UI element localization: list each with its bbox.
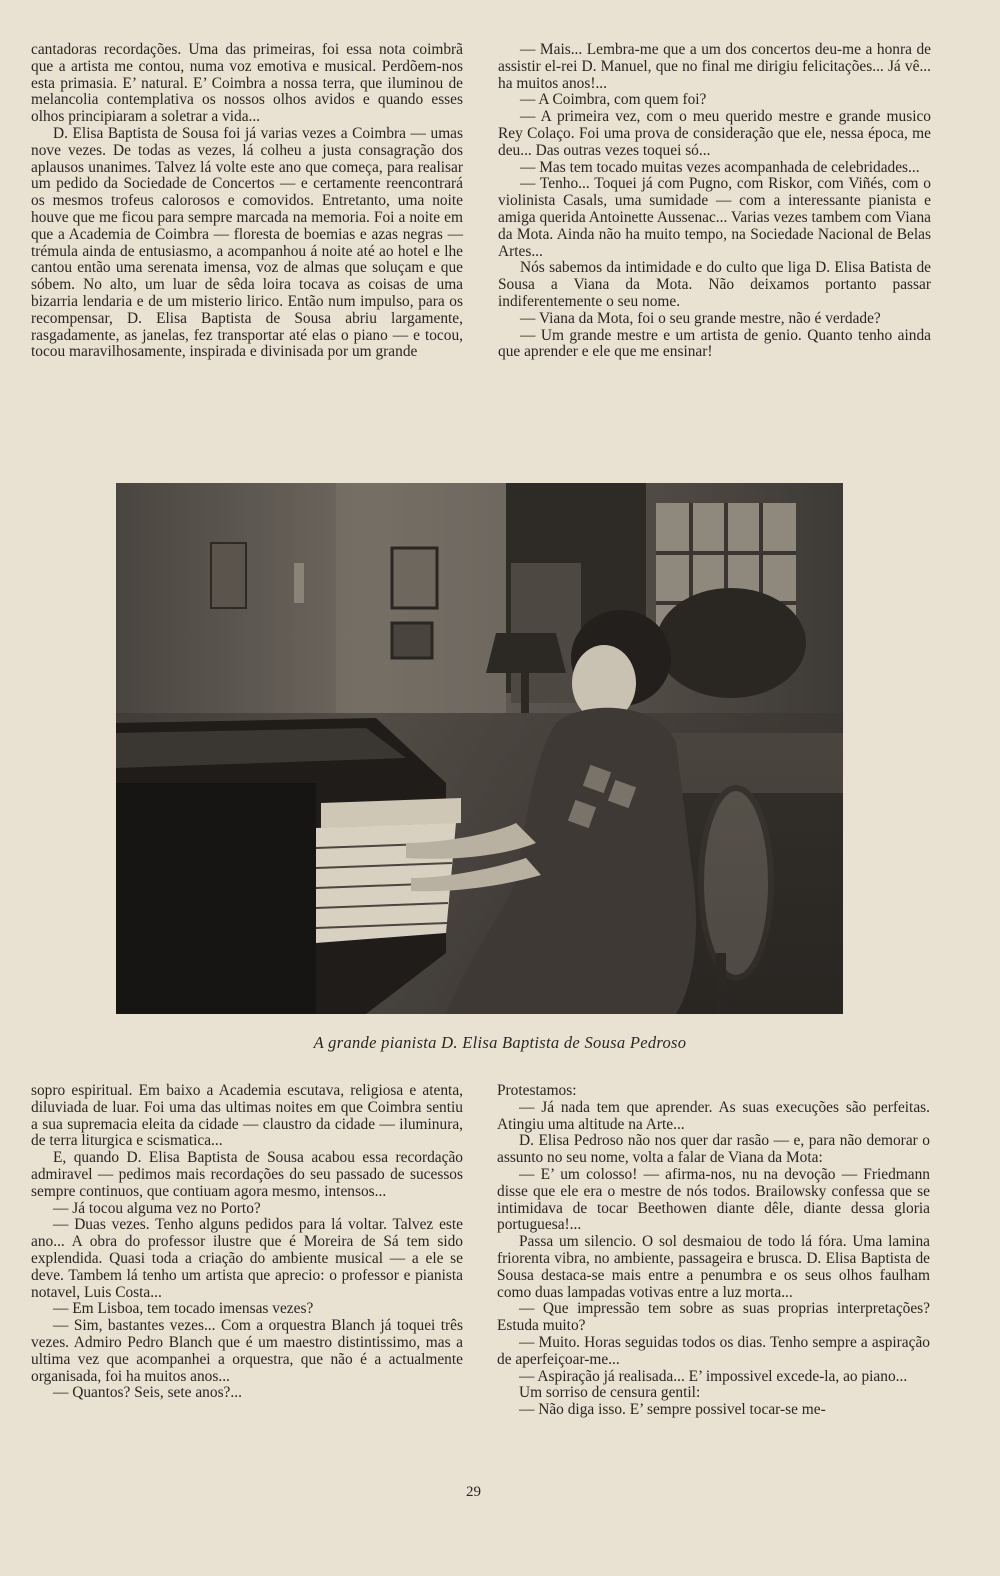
paragraph: — Muito. Horas seguidas todos os dias. Tenho sempre a aspiração de aperfeiçoar-me...	[497, 1333, 930, 1368]
paragraph: — Mais... Lembra-me que a um dos concertos deu-me a honra de assistir el-rei D. Manuel, que no final me dirigiu felicitações... Já vê... ha muitos anos!...	[498, 41, 931, 92]
paragraph: — Em Lisboa, tem tocado imensas vezes?	[53, 1300, 314, 1318]
article-column-top-right	[498, 42, 931, 361]
paragraph: — Já nada tem que aprender. As suas execuções são perfeitas. Atingiu uma altitude na Arte...	[497, 1098, 930, 1133]
paragraph: Passa um silencio. O sol desmaiou de todo lá fóra. Uma lamina friorenta vibra, no ambiente, passageira e brusca. D. Elisa Baptista de Sousa destaca-se mais entre a penumbra e os seus olhos faulham como duas lampadas votivas entre a luz morta...	[497, 1233, 930, 1301]
paragraph: — Aspiração já realisada... E’ impossivel excede-la, ao piano...	[519, 1367, 908, 1385]
paragraph: — Um grande mestre e um artista de genio. Quanto tenho ainda que aprender e ele que me ensinar!	[498, 326, 931, 361]
paragraph: cantadoras recordações. Uma das primeiras, foi essa nota coimbrã que a artista me contou, numa voz emotiva e musical. Perdõem-nos esta primasia. E’ natural. E’ Coimbra a nossa terra, que iluminou de melancolia contemplativa os nossos olhos avidos e quando esses olhos principiaram a soletrar a vida...	[31, 41, 463, 126]
article-column-bottom-right	[497, 1083, 930, 1419]
paragraph: — E’ um colosso! — afirma-nos, nu na devoção — Friedmann disse que ele era o mestre de nós todos. Brailowsky confessa que se intimidava de tocar Beethowen diante dêle, diante dessa gloria portuguesa!...	[497, 1165, 930, 1234]
paragraph: — Mas tem tocado muitas vezes acompanhada de celebridades...	[520, 158, 920, 176]
paragraph: Protestamos:	[497, 1082, 577, 1099]
article-column-bottom-left	[31, 1083, 463, 1402]
page-number: 29	[466, 1484, 481, 1500]
paragraph: — Duas vezes. Tenho alguns pedidos para lá voltar. Talvez este ano... A obra do professor ilustre que é Moreira de Sá tem sido explendida. Quasi toda a criação do ambiente musical — a ele se deve. Tambem lá tenho um artista que aprecio: o professor e pianista notavel, Luis Costa...	[31, 1216, 463, 1301]
paragraph: — Quantos? Seis, sete anos?...	[53, 1384, 242, 1402]
paragraph: — Sim, bastantes vezes... Com a orquestra Blanch já toquei três vezes. Admiro Pedro Blanch que é um maestro distintissimo, mas a ultima vez que acompanhei a orquestra, que não é a actualmente organisada, foi ha muitos anos...	[31, 1317, 463, 1385]
article-column-top-left	[31, 42, 463, 361]
paragraph: Um sorriso de censura gentil:	[519, 1384, 701, 1402]
pianist-photograph	[116, 483, 843, 1014]
paragraph: sopro espiritual. Em baixo a Academia escutava, religiosa e atenta, diluviada de luar. Foi uma das ultimas noites em que Coimbra sentiu a sua supremacia eleita da cidade — claustro da cidade — iluminura, de terra liturgica e scismatica...	[31, 1082, 463, 1150]
paragraph: — Viana da Mota, foi o seu grande mestre, não é verdade?	[520, 309, 881, 327]
photo-caption: A grande pianista D. Elisa Baptista de Sousa Pedroso	[313, 1033, 687, 1052]
paragraph: Nós sabemos da intimidade e do culto que liga D. Elisa Batista de Sousa a Viana da Mota. Não deixamos portanto passar indiferentemente o seu nome.	[498, 259, 931, 310]
paragraph: — Que impressão tem sobre as suas proprias interpretações? Estuda muito?	[497, 1300, 930, 1335]
paragraph: — A Coimbra, com quem foi?	[520, 91, 707, 109]
paragraph: D. Elisa Pedroso não nos quer dar rasão — e, para não demorar o assunto no seu nome, volta a falar de Viana da Mota:	[497, 1132, 930, 1167]
paragraph: — Tenho... Toquei já com Pugno, com Riskor, com Viñés, com o violinista Casals, uma sumidade — com a interessante pianista e amiga querida Antoinette Aussenac... Varias vezes tambem com Viana da Mota. Ainda não ha muito tempo, na Sociedade Nacional de Belas Artes...	[498, 175, 931, 260]
paragraph: D. Elisa Baptista de Sousa foi já varias vezes a Coimbra — umas nove vezes. De todas as vezes, lá colheu a justa consagração dos aplausos unanimes. Talvez lá volte este ano que começa, para realisar um pedido da Sociedade de Concertos — e certamente reencontrará os mesmos trofeus calorosos e comovidos. Entretanto, uma noite houve que me ficou para sempre marcada na memoria. Foi a noite em que a Academia de Coimbra — floresta de boemias e azas negras — trémula ainda de entusiasmo, a acompanhou á noite até ao hotel e lhe cantou então uma serenata imensa, voz de almas que soluçam e que sóbem. No alto, um luar de sêda loira tocava as coisas de uma bizarria lendaria e de um misterio lirico. Então num impulso, para os recompensar, D. Elisa Baptista de Sousa abriu largamente, rasgadamente, as janelas, fez transportar até elas o piano — e tocou, tocou maravilhosamente, inspirada e divinisada por um grande	[31, 124, 463, 361]
paragraph: — Não diga isso. E’ sempre possivel tocar-se me-	[519, 1401, 826, 1419]
paragraph: E, quando D. Elisa Baptista de Sousa acabou essa recordação admiravel — pedimos mais recordações do seu passado de sucessos sempre continuos, que contiuam agora mesmo, intensos...	[31, 1149, 463, 1200]
paragraph: — A primeira vez, com o meu querido mestre e grande musico Rey Colaço. Foi uma prova de consideração que ele, nessa época, me deu... Das outras vezes toquei só...	[498, 108, 931, 159]
paragraph: — Já tocou alguma vez no Porto?	[53, 1199, 261, 1217]
photo-illustration	[116, 483, 843, 1014]
